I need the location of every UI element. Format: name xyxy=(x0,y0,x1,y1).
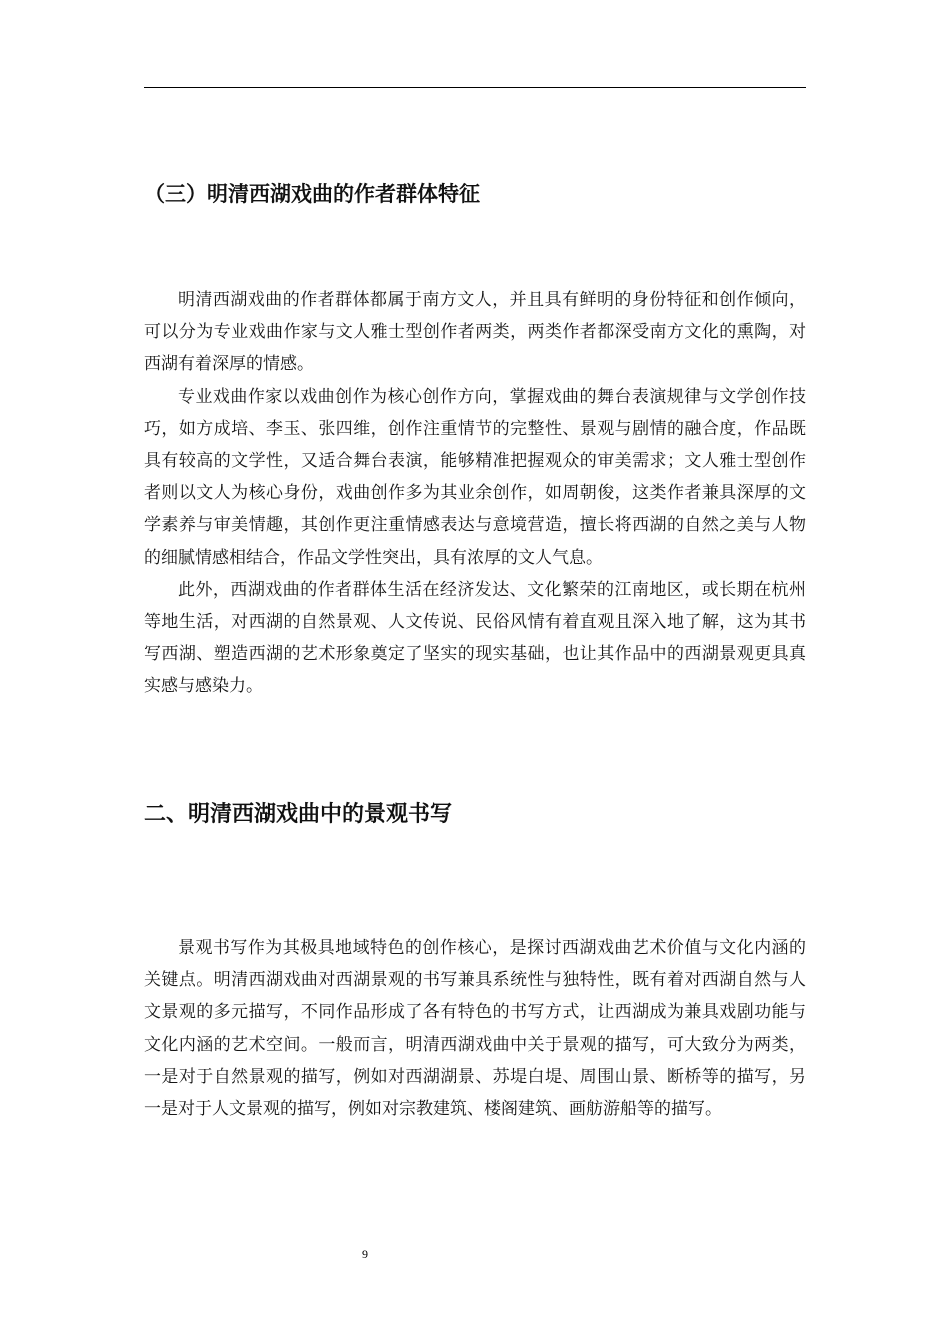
subsection-heading: （三）明清西湖戏曲的作者群体特征 xyxy=(144,182,480,206)
page-number: 9 xyxy=(362,1247,368,1261)
body-paragraph: 专业戏曲作家以戏曲创作为核心创作方向，掌握戏曲的舞台表演规律与文学创作技巧，如方成培、李玉、张四维，创作注重情节的完整性、景观与剧情的融合度，作品既具有较高的文学性，又适合舞台表演，能够精准把握观众的审美需求；文人雅士型创作者则以文人为核心身份，戏曲创作多为其业余创作，如周朝俊，这类作者兼具深厚的文学素养与审美情趣，其创作更注重情感表达与意境营造，擅长将西湖的自然之美与人物的细腻情感相结合，作品文学性突出，具有浓厚的文人气息。 xyxy=(144,386,806,568)
header-rule xyxy=(144,87,806,88)
body-paragraph: 此外，西湖戏曲的作者群体生活在经济发达、文化繁荣的江南地区，或长期在杭州等地生活，对西湖的自然景观、人文传说、民俗风情有着直观且深入地了解，这为其书写西湖、塑造西湖的艺术形象奠定了坚实的现实基础，也让其作品中的西湖景观更具真实感与感染力。 xyxy=(144,579,806,697)
section-heading: 二、明清西湖戏曲中的景观书写 xyxy=(144,802,453,827)
body-paragraph: 景观书写作为其极具地域特色的创作核心，是探讨西湖戏曲艺术价值与文化内涵的关键点。明清西湖戏曲对西湖景观的书写兼具系统性与独特性，既有着对西湖自然与人文景观的多元描写，不同作品形成了各有特色的书写方式，让西湖成为兼具戏剧功能与文化内涵的艺术空间。一般而言，明清西湖戏曲中关于景观的描写，可大致分为两类，一是对于自然景观的描写，例如对西湖湖景、苏堤白堤、周围山景、断桥等的描写，另一是对于人文景观的描写，例如对宗教建筑、楼阁建筑、画舫游船等的描写。 xyxy=(144,938,806,1120)
section-body xyxy=(144,932,806,1125)
body-paragraph: 明清西湖戏曲的作者群体都属于南方文人，并且具有鲜明的身份特征和创作倾向，可以分为专业戏曲作家与文人雅士型创作者两类，两类作者都深受南方文化的熏陶，对西湖有着深厚的情感。 xyxy=(144,290,806,375)
subsection-body xyxy=(144,284,806,703)
